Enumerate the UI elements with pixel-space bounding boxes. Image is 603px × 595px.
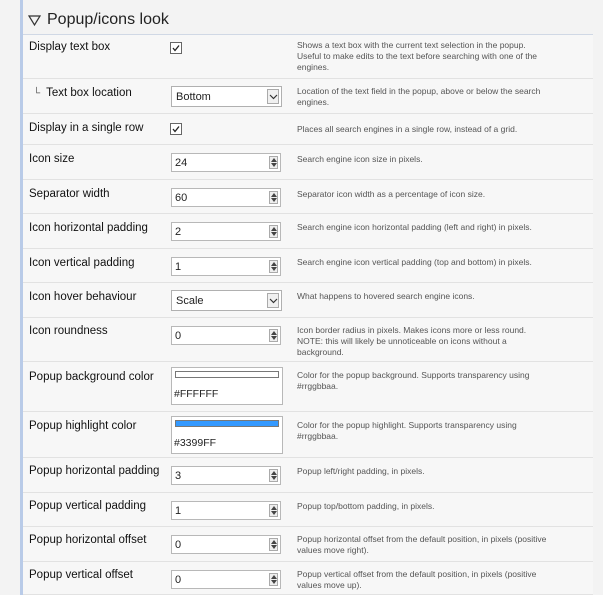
- setting-description: Search engine icon size in pixels.: [297, 154, 423, 164]
- color-swatch[interactable]: [175, 371, 279, 378]
- setting-label: Popup vertical offset: [29, 569, 133, 581]
- setting-label: Icon hover behaviour: [29, 291, 137, 303]
- setting-description: Places all search engines in a single row, instead of a grid.: [297, 124, 518, 134]
- setting-description: Shows a text box with the current text selection in the popup. Useful to make edits to the text before searching with one of the engines.: [297, 40, 538, 72]
- setting-label: Popup horizontal offset: [29, 534, 147, 546]
- setting-description: Search engine icon horizontal padding (left and right) in pixels.: [297, 222, 532, 232]
- setting-row-icon-roundness: [23, 318, 593, 362]
- setting-row-popup-v-padding: [23, 493, 593, 527]
- single-row-checkbox[interactable]: [170, 123, 182, 135]
- setting-row-icon-hover: [23, 283, 593, 318]
- setting-description: Separator icon width as a percentage of icon size.: [297, 189, 486, 199]
- section-header[interactable]: [28, 8, 169, 32]
- input-value: 1: [175, 505, 182, 517]
- icon-roundness-input[interactable]: [171, 326, 281, 345]
- stepper-icon[interactable]: [269, 260, 278, 273]
- color-swatch[interactable]: [175, 420, 279, 427]
- triangle-down-icon[interactable]: [28, 14, 41, 27]
- popup-vertical-offset-input[interactable]: [171, 570, 281, 589]
- settings-table: [23, 34, 593, 595]
- setting-description: Color for the popup highlight. Supports transparency using #rrggbbaa.: [297, 420, 517, 441]
- setting-row-popup-highlight-color: [23, 412, 593, 458]
- text-box-location-select[interactable]: [171, 86, 282, 107]
- text-box-location-label: Text box location: [46, 87, 132, 99]
- popup-horizontal-offset-input[interactable]: [171, 535, 281, 554]
- setting-row-popup-v-offset: [23, 562, 593, 595]
- color-hex-value: #FFFFFF: [174, 388, 219, 400]
- setting-row-single-row: [23, 114, 593, 145]
- stepper-icon[interactable]: [269, 469, 278, 482]
- setting-description: What happens to hovered search engine icons.: [297, 291, 475, 301]
- setting-label: Popup vertical padding: [29, 500, 146, 512]
- checkmark-icon: [171, 124, 181, 134]
- setting-label: Separator width: [29, 188, 110, 200]
- setting-description: Color for the popup background. Supports transparency using #rrggbbaa.: [297, 370, 530, 391]
- input-value: 0: [175, 539, 182, 551]
- input-value: 24: [175, 157, 188, 169]
- input-value: 3: [175, 470, 182, 482]
- stepper-icon[interactable]: [269, 329, 278, 342]
- stepper-icon[interactable]: [269, 504, 278, 517]
- setting-label: Display in a single row: [29, 122, 144, 134]
- chevron-down-icon[interactable]: [267, 89, 279, 104]
- setting-description: Popup top/bottom padding, in pixels.: [297, 501, 435, 511]
- setting-row-separator-width: [23, 180, 593, 214]
- input-value: 2: [175, 226, 182, 238]
- setting-description: Popup vertical offset from the default position, in pixels (positive values move up).: [297, 569, 537, 590]
- setting-row-popup-h-offset: [23, 527, 593, 562]
- setting-label: Icon horizontal padding: [29, 222, 148, 234]
- setting-description: Location of the text field in the popup, above or below the search engines.: [297, 86, 541, 107]
- setting-row-icon-h-padding: [23, 214, 593, 249]
- popup-horizontal-padding-input[interactable]: [171, 466, 281, 485]
- sub-setting-indent-icon: └: [33, 88, 41, 99]
- setting-row-popup-h-padding: [23, 458, 593, 493]
- setting-row-text-box-location: [23, 79, 593, 114]
- setting-label: Icon size: [29, 153, 75, 165]
- popup-highlight-color-input[interactable]: [171, 416, 283, 454]
- setting-row-popup-bg-color: [23, 362, 593, 412]
- setting-description: Search engine icon vertical padding (top and bottom) in pixels.: [297, 257, 532, 267]
- select-value: Bottom: [176, 91, 211, 103]
- setting-description: Popup horizontal offset from the default position, in pixels (positive values move right).: [297, 534, 547, 555]
- separator-width-input[interactable]: [171, 188, 281, 207]
- setting-description: Popup left/right padding, in pixels.: [297, 466, 425, 476]
- icon-vertical-padding-input[interactable]: [171, 257, 281, 276]
- setting-label: Icon vertical padding: [29, 257, 135, 269]
- stepper-icon[interactable]: [269, 156, 278, 169]
- input-value: 1: [175, 261, 182, 273]
- popup-background-color-input[interactable]: [171, 367, 283, 405]
- input-value: 0: [175, 330, 182, 342]
- stepper-icon[interactable]: [269, 538, 278, 551]
- input-value: 60: [175, 192, 188, 204]
- checkmark-icon: [171, 43, 181, 53]
- stepper-icon[interactable]: [269, 191, 278, 204]
- icon-size-input[interactable]: [171, 153, 281, 172]
- stepper-icon[interactable]: [269, 225, 278, 238]
- scrollbar[interactable]: [596, 0, 603, 595]
- section-title: Popup/icons look: [47, 11, 169, 28]
- icon-horizontal-padding-input[interactable]: [171, 222, 281, 241]
- setting-row-icon-size: [23, 145, 593, 180]
- setting-label: Popup horizontal padding: [29, 465, 160, 477]
- setting-row-icon-v-padding: [23, 249, 593, 283]
- setting-row-display-text-box: [23, 35, 593, 79]
- input-value: 0: [175, 574, 182, 586]
- setting-label: Popup background color: [29, 371, 154, 383]
- setting-label: Icon roundness: [29, 325, 108, 337]
- color-hex-value: #3399FF: [174, 437, 217, 449]
- setting-description: Icon border radius in pixels. Makes icons more or less round. NOTE: this will likely be unnoticeable on icons without a background.: [297, 325, 527, 357]
- stepper-icon[interactable]: [269, 573, 278, 586]
- setting-label: Display text box: [29, 41, 111, 53]
- display-text-box-checkbox[interactable]: [170, 42, 182, 54]
- icon-hover-behaviour-select[interactable]: [171, 290, 282, 311]
- setting-label: [33, 87, 132, 99]
- setting-label: Popup highlight color: [29, 420, 137, 432]
- select-value: Scale: [176, 295, 204, 307]
- popup-vertical-padding-input[interactable]: [171, 501, 281, 520]
- chevron-down-icon[interactable]: [267, 293, 279, 308]
